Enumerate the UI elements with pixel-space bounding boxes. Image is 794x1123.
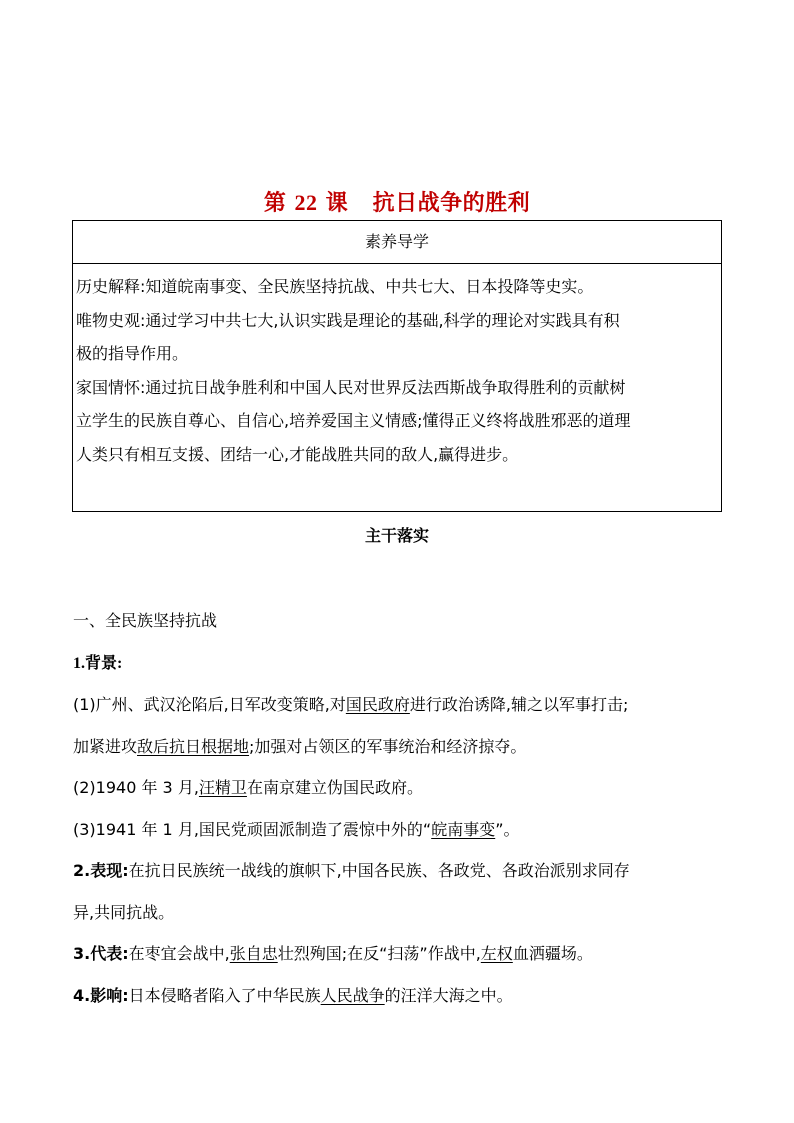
text-span: ;加强对占领区的军事统治和经济掠夺。: [249, 736, 527, 756]
performance-line-cont: 异,共同抗战。: [73, 902, 175, 922]
literacy-guide-box: [72, 220, 722, 512]
lesson-title-prefix: 第: [263, 191, 287, 216]
heading-1: 一、全民族坚持抗战: [73, 611, 218, 630]
section-title: 主干落实: [364, 526, 429, 545]
text-span: (3)1941 年 1 月,国民党顽固派制造了震惊中外的“: [73, 819, 432, 839]
background-item-3: [73, 809, 723, 851]
underlined-term: 敌后抗日根据地: [137, 736, 250, 756]
background-label: 1.背景:: [73, 654, 123, 672]
background-item-2: [73, 767, 723, 809]
text-span: 在抗日民族统一战线的旗帜下,中国各民族、各政党、各政治派别求同存: [128, 861, 630, 880]
text-span: 在南京建立伪国民政府。: [246, 778, 423, 797]
literacy-line: 家国情怀:通过抗日战争胜利和中国人民对世界反法西斯战争取得胜利的贡献树: [76, 377, 626, 397]
text-span: 在枣宜会战中,: [128, 944, 230, 963]
performance-label: 2.表现:: [73, 861, 129, 880]
literacy-line: 人类只有相互支援、团结一心,才能战胜共同的敌人,赢得进步。: [76, 444, 519, 464]
text-span: 壮烈殉国;在反“扫荡”作战中,: [277, 944, 481, 963]
lesson-title-mid: 课: [325, 191, 349, 216]
lesson-name: 抗日战争的胜利: [372, 191, 531, 216]
literacy-guide-heading: 素养导学: [73, 221, 721, 264]
underlined-term: 皖南事变: [431, 819, 496, 839]
underlined-term: 国民政府: [345, 695, 410, 714]
text-span: (2)1940 年 3 月,: [73, 778, 199, 797]
background-item-1: [73, 684, 723, 726]
representative-label: 3.代表:: [73, 944, 129, 963]
literacy-line: 唯物史观:通过学习中共七大,认识实践是理论的基础,科学的理论对实践具有积: [76, 310, 620, 330]
underlined-term: 张自忠: [229, 944, 278, 963]
background-label-line: [73, 642, 723, 685]
lesson-title: [0, 186, 794, 217]
literacy-line: 历史解释:知道皖南事变、全民族坚持抗战、中共七大、日本投降等史实。: [76, 277, 594, 296]
underlined-term: 左权: [480, 944, 513, 963]
underlined-term: 汪精卫: [198, 778, 247, 797]
text-span: (1)广州、武汉沦陷后,日军改变策略,对: [73, 695, 346, 714]
influence-label: 4.影响:: [73, 985, 129, 1005]
literacy-line: 立学生的民族自尊心、自信心,培养爱国主义情感;懂得正义终将战胜邪恶的道理: [76, 411, 631, 430]
lesson-number: 22: [294, 190, 318, 215]
text-span: 加紧进攻: [73, 736, 138, 756]
text-span: 进行政治诱降,辅之以军事打击;: [409, 695, 629, 714]
text-span: 血洒疆场。: [512, 944, 593, 963]
text-span: ”。: [495, 819, 520, 839]
literacy-line: 极的指导作用。: [76, 344, 189, 363]
main-content: [73, 600, 723, 1016]
performance-line: [73, 850, 723, 892]
text-span: 日本侵略者陷入了中华民族: [128, 985, 321, 1005]
literacy-guide-body: [73, 264, 721, 471]
underlined-term: 人民战争: [320, 985, 385, 1005]
representative-line: [73, 933, 723, 975]
text-span: 的汪洋大海之中。: [384, 985, 513, 1005]
influence-line: [73, 975, 723, 1017]
background-item-1-cont: [73, 726, 723, 768]
